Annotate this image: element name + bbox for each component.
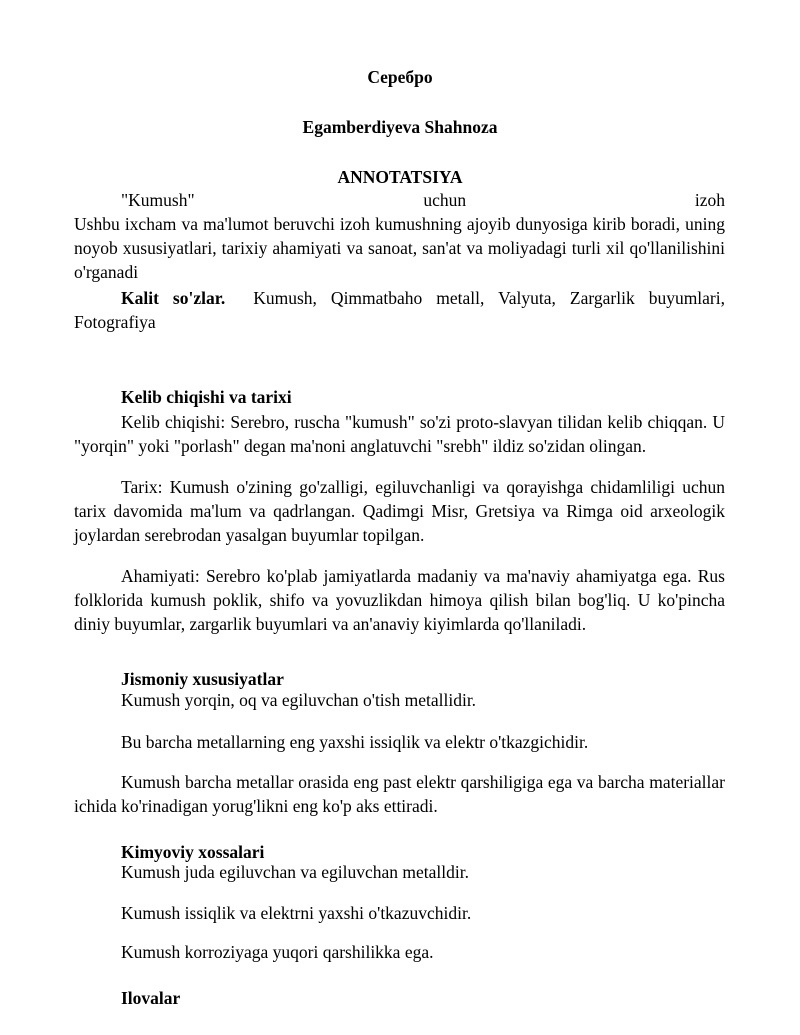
annotation-word-uchun: uchun [423,190,467,210]
keywords-paragraph [74,286,725,334]
annotation-first-line [74,188,725,212]
section-heading-origin: Kelib chiqishi va tarixi [121,387,292,407]
physical-paragraph-3: Kumush barcha metallar orasida eng past elektr qarshiligiga ega va barcha materiallar ichida ko'rinadigan yorug'likni eng ko'p aks ettiradi. [74,772,725,816]
origin-paragraph-3: Ahamiyati: Serebro ko'plab jamiyatlarda madaniy va ma'naviy ahamiyatga ega. Rus folklorida kumush poklik, shifo va yovuzlikdan himoya qilish bilan bog'liq. U ko'pincha diniy buyumlar, zargarlik buyumlari va an'anaviy kiyimlarda qo'llaniladi. [74,566,725,634]
document-title: Серебро [367,67,433,87]
annotation-body: Ushbu ixcham va ma'lumot beruvchi izoh kumushning ajoyib dunyosiga kirib boradi, uning noyob xususiyatlari, tarixiy ahamiyati va sanoat, san'at va moliyadagi turli xil qo'llanilishini o'rganadi [74,214,725,282]
physical-paragraph-2: Bu barcha metallarning eng yaxshi issiqlik va elektr o'tkazgichidir. [121,732,589,752]
annotation-word-izoh: izoh [694,190,725,210]
keywords-label: Kalit so'zlar. [121,288,226,308]
chemical-paragraph-2: Kumush issiqlik va elektrni yaxshi o'tkazuvchidir. [121,903,472,923]
section-heading-chemical: Kimyoviy xossalari [121,842,265,862]
section-heading-physical: Jismoniy xususiyatlar [121,669,284,689]
keywords-text: Kumush, Qimmatbaho metall, Valyuta, Zargarlik buyumlari, Fotografiya [74,288,725,332]
annotation-word-kumush: "Kumush" [121,190,195,210]
author-name: Egamberdiyeva Shahnoza [302,117,498,137]
annotation-heading: ANNOTATSIYA [337,167,463,187]
origin-paragraph-2: Tarix: Kumush o'zining go'zalligi, egiluvchanligi va qorayishga chidamliligi uchun tarix davomida ma'lum va qadrlangan. Qadimgi Misr, Gretsiya va Rimga oid arxeologik joylardan serebrodan yasalgan buyumlar topilgan. [74,477,725,545]
chemical-paragraph-1: Kumush juda egiluvchan va egiluvchan metalldir. [121,862,469,882]
physical-paragraph-1: Kumush yorqin, oq va egiluvchan o'tish metallidir. [121,690,477,710]
origin-paragraph-1: Kelib chiqishi: Serebro, ruscha "kumush" so'zi proto-slavyan tilidan kelib chiqqan. U "yorqin" yoki "porlash" degan ma'noni anglatuvchi "srebh" ildiz so'zidan olingan. [74,412,725,456]
chemical-paragraph-3: Kumush korroziyaga yuqori qarshilikka ega. [121,942,434,962]
annotation-paragraph [74,188,725,284]
section-heading-appendix: Ilovalar [121,988,181,1008]
